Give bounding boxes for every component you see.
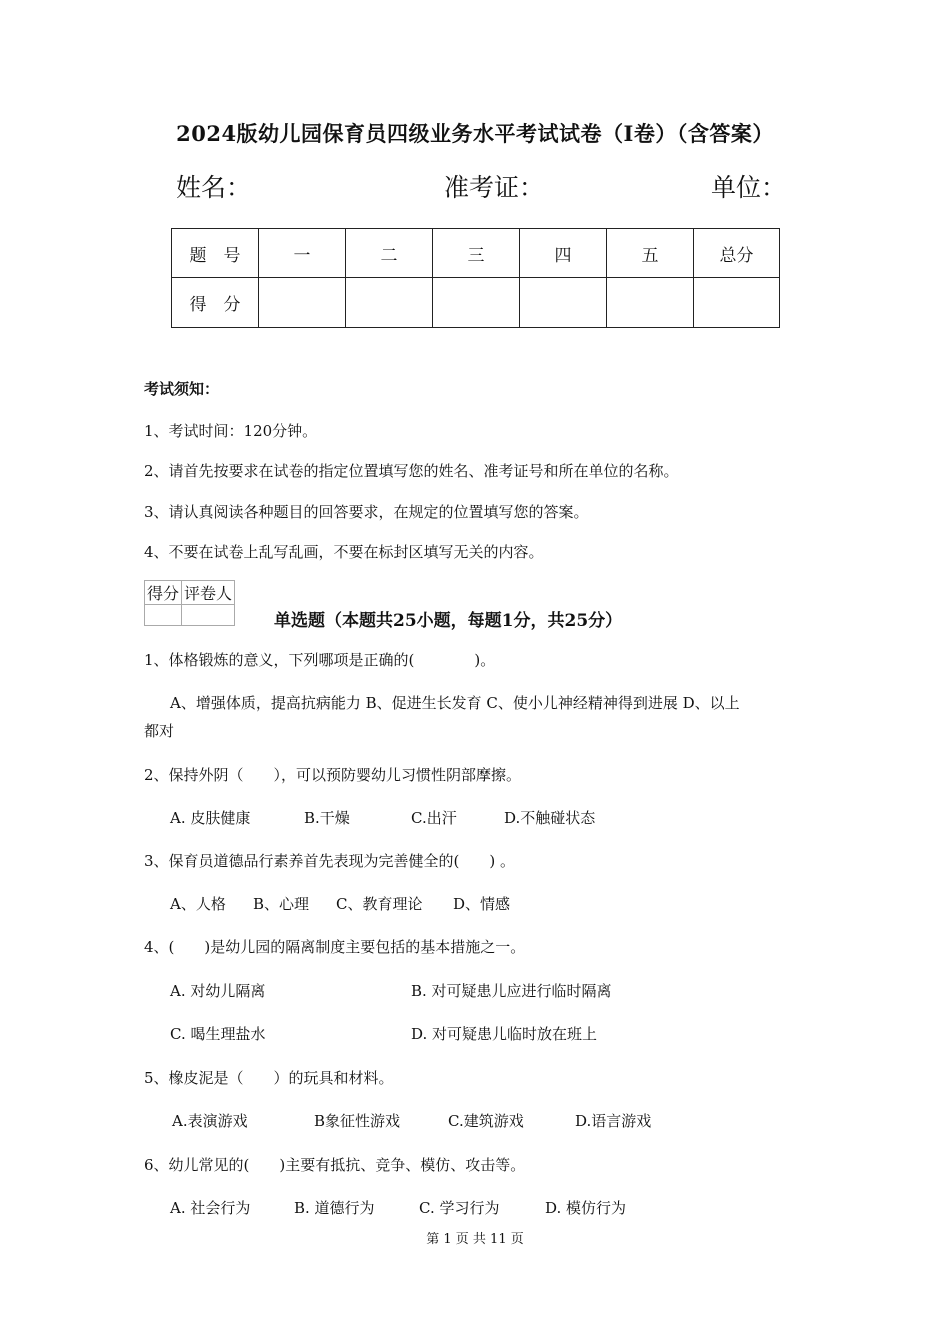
option-a: A. 社会行为 <box>170 1199 251 1217</box>
option-c: C.建筑游戏 <box>448 1112 524 1130</box>
question-options: A、增强体质，提高抗病能力 B、促进生长发育 C、使小儿神经精神得到进展 D、以上 <box>170 694 740 712</box>
grader-box-grader-cell[interactable] <box>182 605 235 626</box>
question-options-continued: 都对 <box>144 722 175 740</box>
section-title: 单选题（本题共25小题，每题1分，共25分） <box>274 611 623 631</box>
score-table-header-cell: 总分 <box>694 229 780 278</box>
notice-heading: 考试须知： <box>144 380 220 398</box>
name-field-label: 姓名： <box>176 173 252 202</box>
notice-item: 1、考试时间：120分钟。 <box>144 422 318 440</box>
score-cell[interactable] <box>520 278 607 328</box>
exam-id-field-label: 准考证： <box>444 173 545 202</box>
score-cell[interactable] <box>694 278 780 328</box>
option-c: C、教育理论 <box>336 895 423 913</box>
notice-item: 2、请首先按要求在试卷的指定位置填写您的姓名、准考证号和所在单位的名称。 <box>144 462 679 480</box>
score-cell[interactable] <box>607 278 694 328</box>
option-b: B. 对可疑患儿应进行临时隔离 <box>411 982 612 1000</box>
score-cell[interactable] <box>433 278 520 328</box>
score-table-header-cell: 一 <box>259 229 346 278</box>
question-stem: 5、橡皮泥是（ ）的玩具和材料。 <box>144 1069 394 1087</box>
question-stem: 2、保持外阴（ ），可以预防婴幼儿习惯性阴部摩擦。 <box>144 766 522 784</box>
score-table-header-row <box>172 229 780 278</box>
option-c: C. 喝生理盐水 <box>170 1025 266 1043</box>
score-table <box>171 228 780 328</box>
unit-field-label: 单位： <box>711 173 787 202</box>
score-table-header-cell: 二 <box>346 229 433 278</box>
score-table-score-row <box>172 278 780 328</box>
question-stem: 6、幼儿常见的( )主要有抵抗、竞争、模仿、攻击等。 <box>144 1156 526 1174</box>
option-b: B、心理 <box>253 895 310 913</box>
option-d: D. 对可疑患儿临时放在班上 <box>411 1025 598 1043</box>
question-stem: 4、( )是幼儿园的隔离制度主要包括的基本措施之一。 <box>144 938 526 956</box>
score-table-header-cell: 题 号 <box>172 229 259 278</box>
grader-box-grader-label: 评卷人 <box>182 581 235 605</box>
option-d: D.不触碰状态 <box>504 809 596 827</box>
option-b: B象征性游戏 <box>314 1112 401 1130</box>
question-stem: 3、保育员道德品行素养首先表现为完善健全的( ) 。 <box>144 852 516 870</box>
document-title: 2024版幼儿园保育员四级业务水平考试试卷（I卷）（含答案） <box>176 121 774 146</box>
option-a: A.表演游戏 <box>172 1112 248 1130</box>
page-number-footer: 第 1 页 共 11 页 <box>426 1232 524 1247</box>
option-b: B.干燥 <box>304 809 350 827</box>
grader-box <box>144 580 235 626</box>
score-row-label: 得 分 <box>172 278 259 328</box>
notice-item: 4、不要在试卷上乱写乱画，不要在标封区填写无关的内容。 <box>144 543 544 561</box>
grader-box-score-label: 得分 <box>145 581 182 605</box>
option-d: D、情感 <box>453 895 511 913</box>
option-a: A、人格 <box>170 895 226 913</box>
option-d: D. 模仿行为 <box>545 1199 627 1217</box>
score-cell[interactable] <box>346 278 433 328</box>
option-b: B. 道德行为 <box>294 1199 375 1217</box>
option-a: A. 对幼儿隔离 <box>170 982 266 1000</box>
option-d: D.语言游戏 <box>575 1112 652 1130</box>
score-table-header-cell: 四 <box>520 229 607 278</box>
option-c: C.出汗 <box>411 809 457 827</box>
score-cell[interactable] <box>259 278 346 328</box>
question-stem: 1、体格锻炼的意义，下列哪项是正确的( )。 <box>144 651 496 669</box>
score-table-header-cell: 五 <box>607 229 694 278</box>
grader-box-score-cell[interactable] <box>145 605 182 626</box>
option-a: A. 皮肤健康 <box>170 809 251 827</box>
option-c: C. 学习行为 <box>419 1199 500 1217</box>
score-table-header-cell: 三 <box>433 229 520 278</box>
notice-item: 3、请认真阅读各种题目的回答要求，在规定的位置填写您的答案。 <box>144 503 589 521</box>
